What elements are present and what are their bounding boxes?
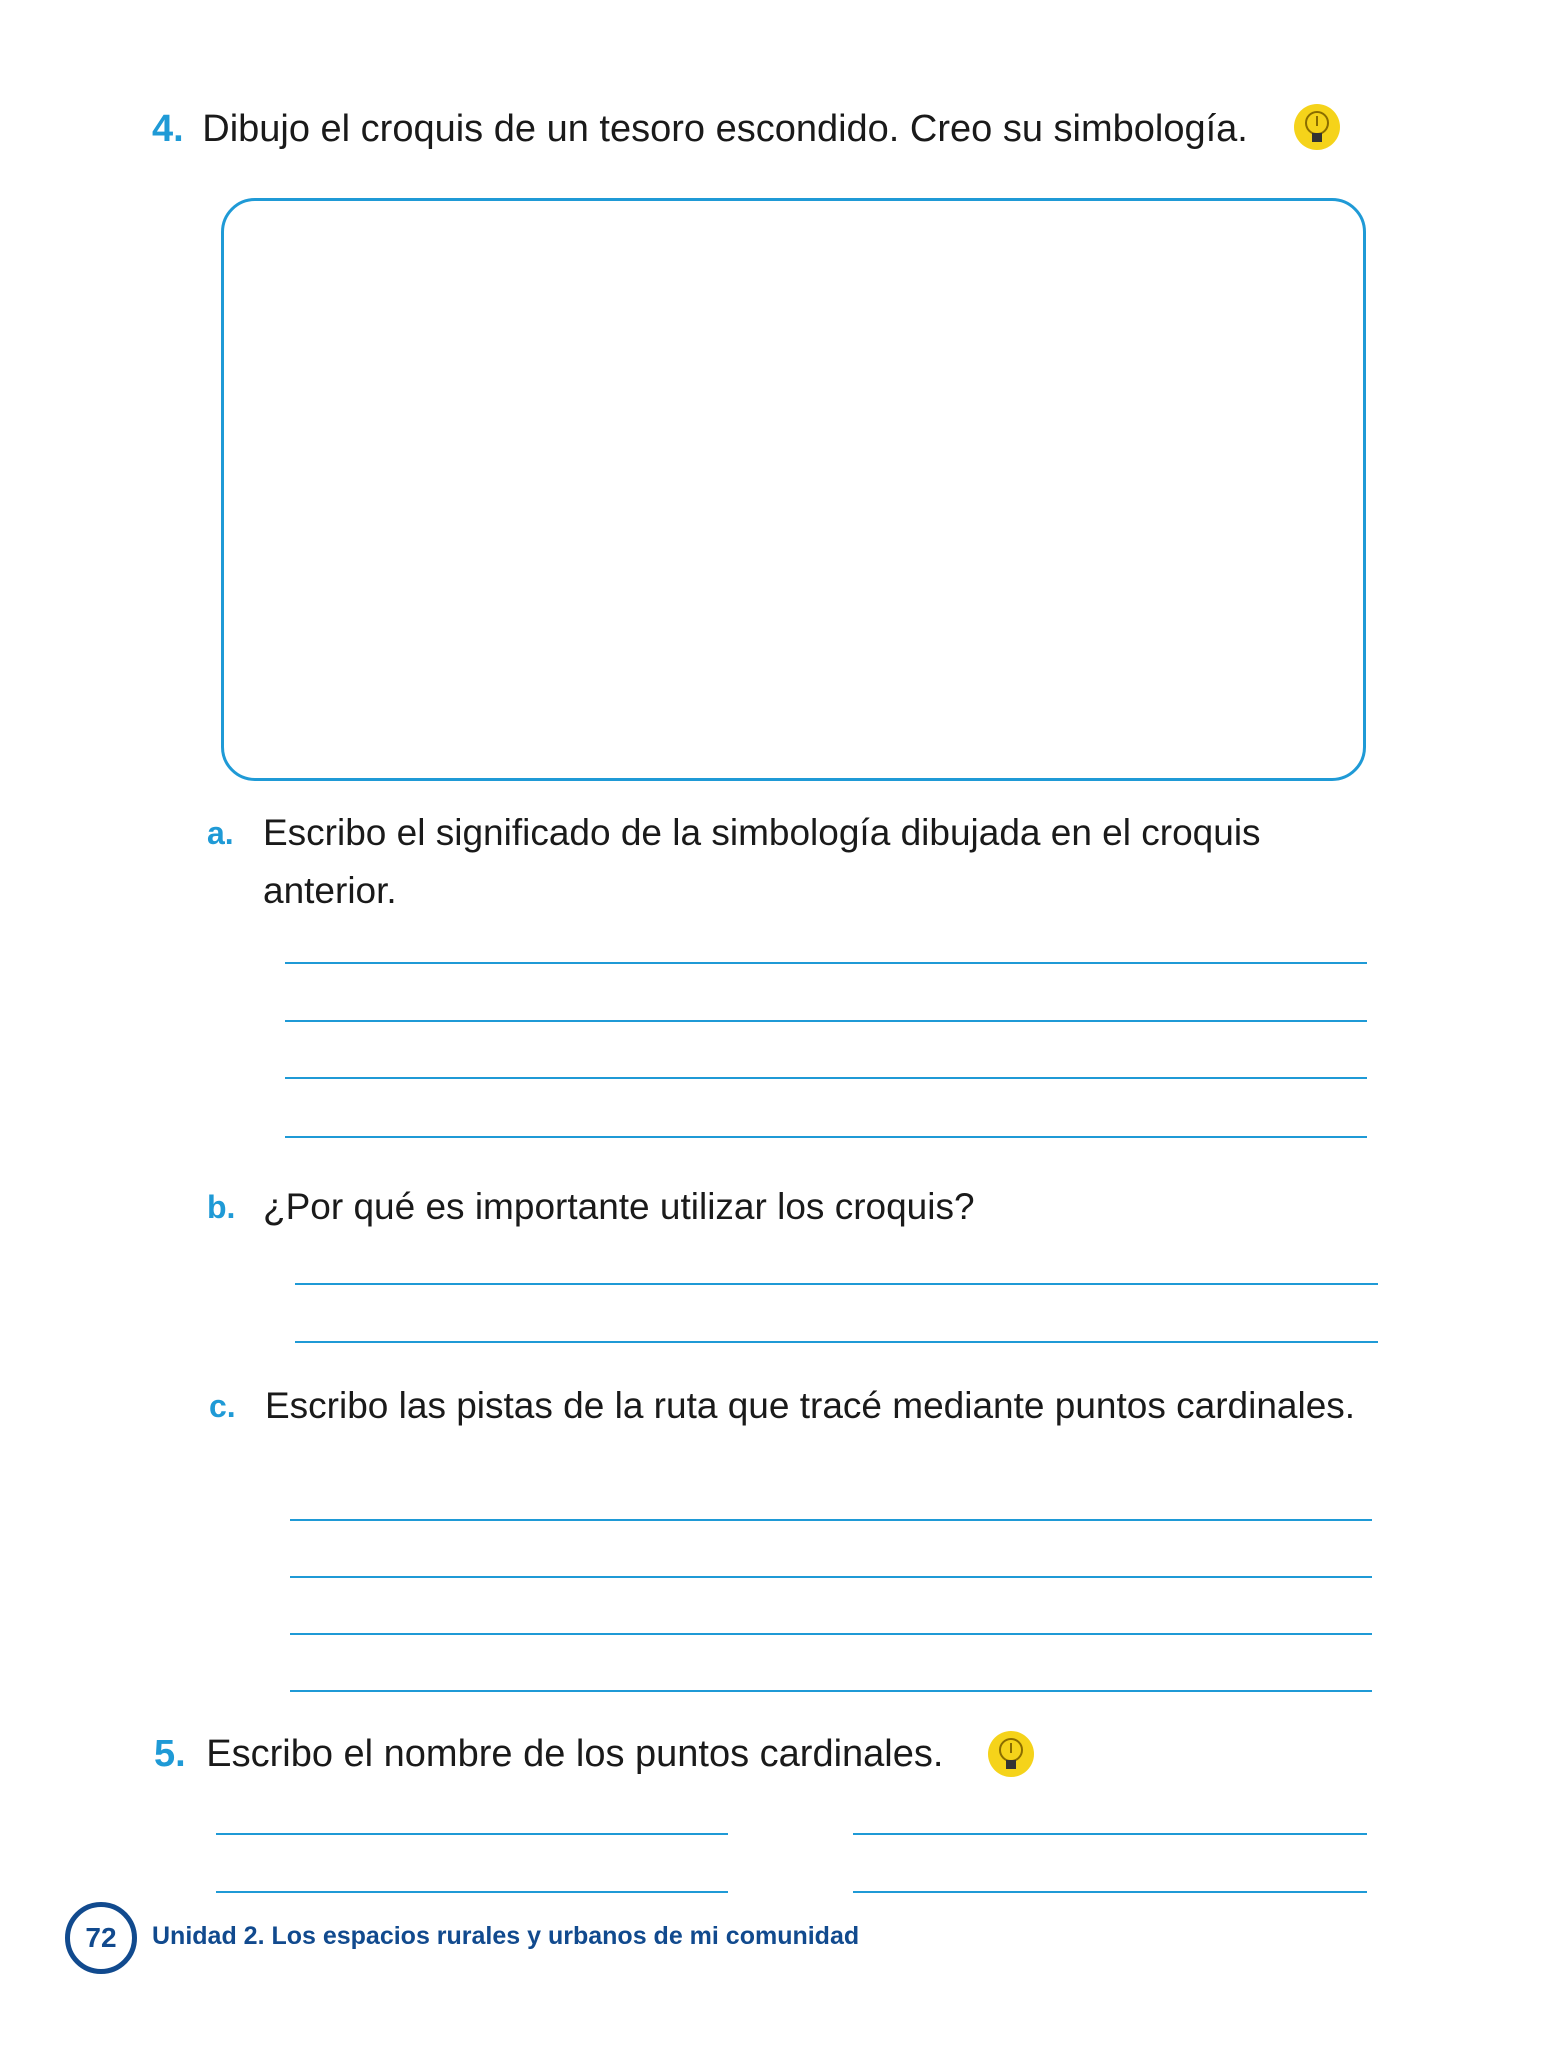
question-text: Escribo el nombre de los puntos cardinales. <box>206 1733 944 1775</box>
unit-title: Unidad 2. Los espacios rurales y urbanos de mi comunidad <box>152 1922 860 1950</box>
answer-line[interactable] <box>285 1077 1367 1079</box>
page-number: 72 <box>65 1902 137 1974</box>
subquestion-letter: a. <box>207 815 234 851</box>
answer-line[interactable] <box>216 1891 728 1893</box>
answer-line[interactable] <box>216 1833 728 1835</box>
subquestion-letter: c. <box>209 1388 236 1424</box>
answer-line[interactable] <box>285 1020 1367 1022</box>
subquestion-c <box>209 1377 1369 1435</box>
answer-line[interactable] <box>290 1633 1372 1635</box>
answer-line[interactable] <box>285 1136 1367 1138</box>
question-5 <box>154 1725 1354 1783</box>
question-4 <box>152 100 1392 158</box>
answer-line[interactable] <box>285 962 1367 964</box>
question-text: Dibujo el croquis de un tesoro escondido. Creo su simbología. <box>202 108 1248 150</box>
answer-line[interactable] <box>290 1690 1372 1692</box>
answer-line[interactable] <box>290 1576 1372 1578</box>
subquestion-letter: b. <box>207 1189 236 1225</box>
subquestion-text: Escribo las pistas de la ruta que tracé mediante puntos cardinales. <box>265 1385 1356 1426</box>
subquestion-b <box>207 1178 1367 1236</box>
answer-line[interactable] <box>290 1519 1372 1521</box>
subquestion-text: ¿Por qué es importante utilizar los croquis? <box>263 1186 975 1227</box>
lightbulb-icon <box>1292 102 1342 152</box>
answer-line[interactable] <box>295 1283 1378 1285</box>
answer-line[interactable] <box>853 1891 1367 1893</box>
lightbulb-icon <box>986 1729 1036 1779</box>
answer-line[interactable] <box>295 1341 1378 1343</box>
answer-line[interactable] <box>853 1833 1367 1835</box>
question-number: 5. <box>154 1733 186 1775</box>
question-number: 4. <box>152 108 184 150</box>
subquestion-text: Escribo el significado de la simbología dibujada en el croquis anterior. <box>263 812 1261 911</box>
drawing-area[interactable] <box>221 198 1366 781</box>
subquestion-a <box>207 804 1367 920</box>
